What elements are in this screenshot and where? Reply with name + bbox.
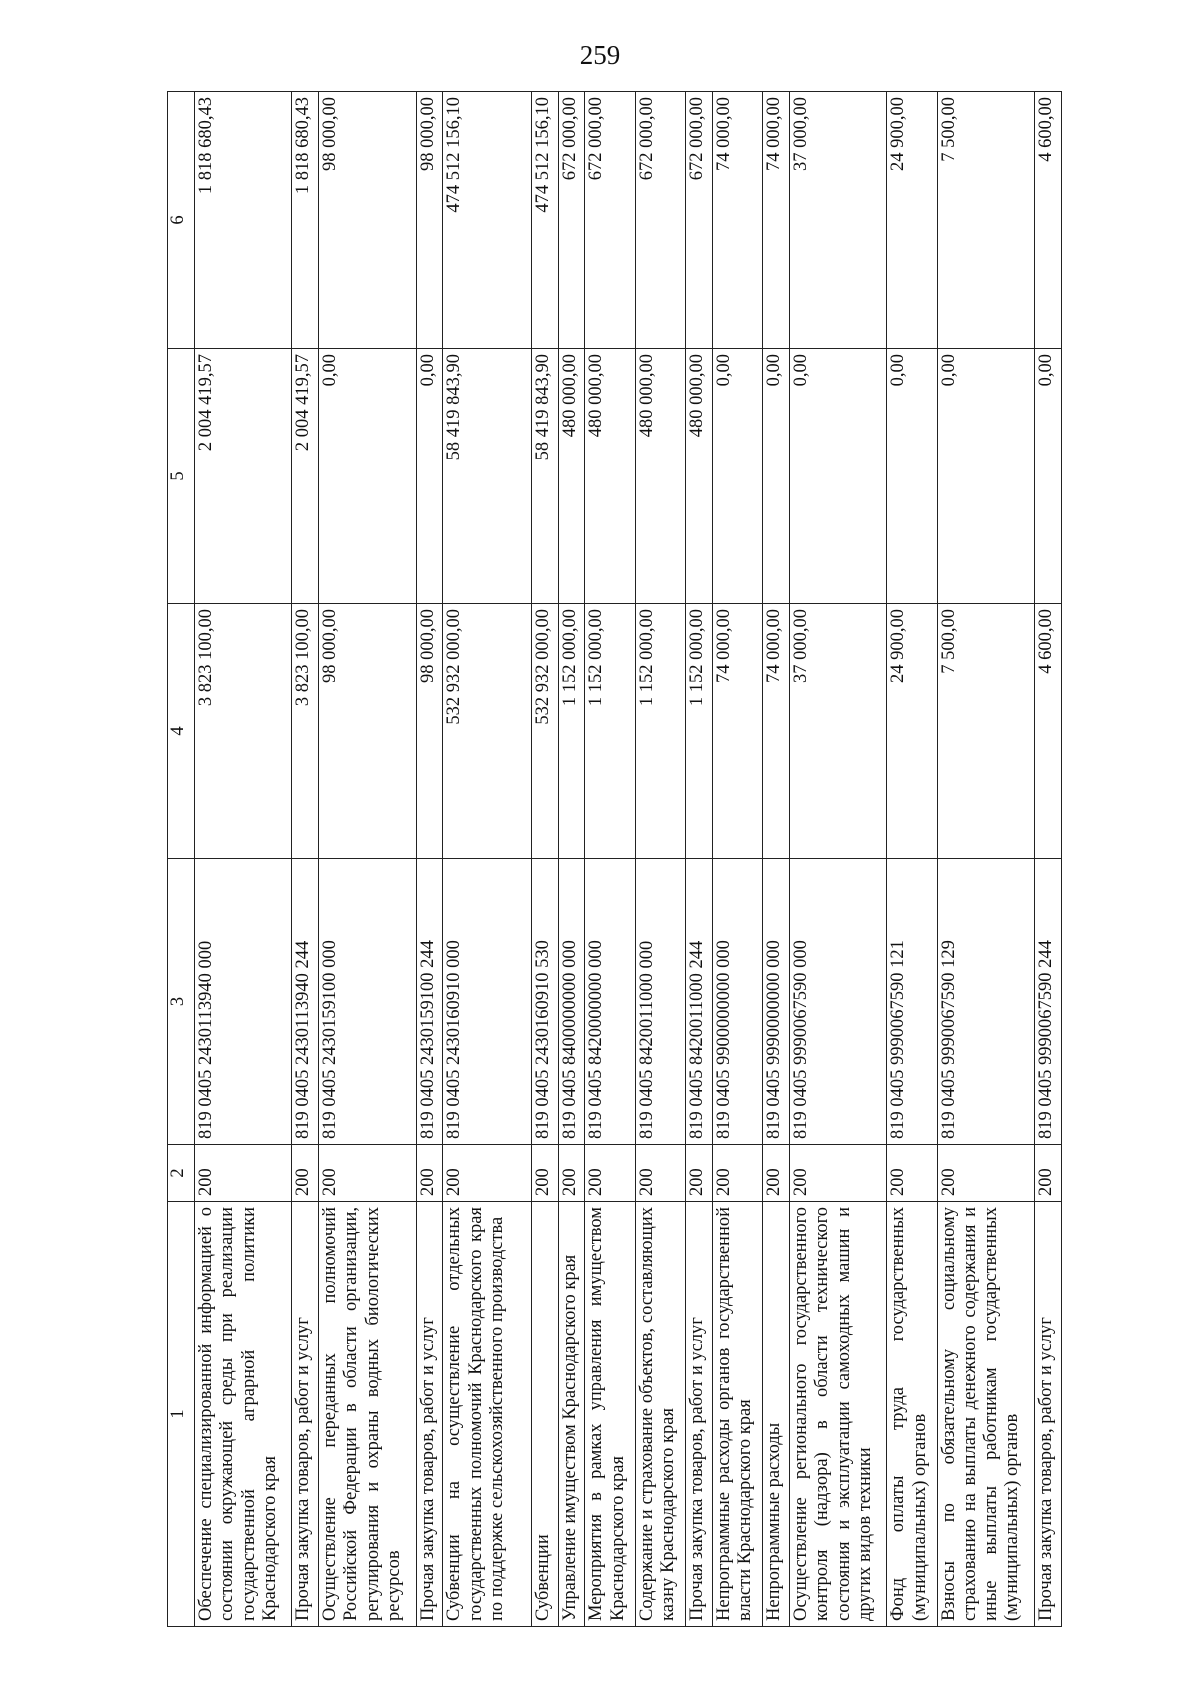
expense-name: Осуществление переданных полномочий Российской Федерации в области организации, регулирования и охраны водных биологических ресурсов <box>319 1202 416 1627</box>
budget-code: 819 0405 2430160910 530 <box>531 859 558 1145</box>
admin-code: 200 <box>887 1145 937 1202</box>
amount-approved: 1 152 000,00 <box>585 604 635 859</box>
amount-approved: 4 600,00 <box>1035 604 1062 859</box>
amount-executed: 0,00 <box>416 349 443 604</box>
header-cell-6: 6 <box>168 92 195 349</box>
expense-name: Непрограммные расходы <box>763 1202 790 1627</box>
amount-remaining: 37 000,00 <box>789 92 886 349</box>
expense-name: Содержание и страхование объектов, составляющих казну Краснодарского края <box>635 1202 685 1627</box>
admin-code: 200 <box>585 1145 635 1202</box>
expense-name: Управление имуществом Краснодарского края <box>558 1202 585 1627</box>
admin-code: 200 <box>531 1145 558 1202</box>
expense-name: Прочая закупка товаров, работ и услуг <box>416 1202 443 1627</box>
admin-code: 200 <box>319 1145 416 1202</box>
page-number: 259 <box>579 40 621 70</box>
amount-remaining: 474 512 156,10 <box>531 92 558 349</box>
admin-code: 200 <box>292 1145 319 1202</box>
table-row <box>416 92 443 1627</box>
budget-code: 819 0405 9990067590 129 <box>937 859 1034 1145</box>
table-row <box>319 92 416 1627</box>
budget-code: 819 0405 8420011000 244 <box>686 859 713 1145</box>
amount-approved: 532 932 000,00 <box>531 604 558 859</box>
table-row <box>887 92 937 1627</box>
admin-code: 200 <box>712 1145 762 1202</box>
expense-name: Фонд оплаты труда государственных (муниципальных) органов <box>887 1202 937 1627</box>
amount-approved: 7 500,00 <box>937 604 1034 859</box>
amount-remaining: 1 818 680,43 <box>292 92 319 349</box>
table-row <box>789 92 886 1627</box>
amount-remaining: 24 900,00 <box>887 92 937 349</box>
budget-code: 819 0405 9990067590 244 <box>1035 859 1062 1145</box>
amount-approved: 1 152 000,00 <box>558 604 585 859</box>
amount-remaining: 672 000,00 <box>686 92 713 349</box>
table-row <box>763 92 790 1627</box>
table-row <box>635 92 685 1627</box>
amount-executed: 480 000,00 <box>558 349 585 604</box>
table-row <box>531 92 558 1627</box>
expense-name: Осуществление регионального государственного контроля (надзора) в области технического состояния и эксплуатации самоходных машин и других видов техники <box>789 1202 886 1627</box>
budget-table-rotated <box>167 92 1062 1627</box>
expense-name: Прочая закупка товаров, работ и услуг <box>686 1202 713 1627</box>
amount-remaining: 98 000,00 <box>319 92 416 349</box>
amount-approved: 1 152 000,00 <box>686 604 713 859</box>
budget-code: 819 0405 9900000000 000 <box>712 859 762 1145</box>
amount-remaining: 74 000,00 <box>712 92 762 349</box>
table-row <box>443 92 531 1627</box>
amount-executed: 0,00 <box>712 349 762 604</box>
expense-name: Прочая закупка товаров, работ и услуг <box>292 1202 319 1627</box>
amount-executed: 58 419 843,90 <box>443 349 531 604</box>
amount-remaining: 1 818 680,43 <box>195 92 292 349</box>
table-row <box>195 92 292 1627</box>
table-row <box>1035 92 1062 1627</box>
expense-name: Субвенции <box>531 1202 558 1627</box>
budget-code: 819 0405 2430113940 000 <box>195 859 292 1145</box>
amount-approved: 98 000,00 <box>319 604 416 859</box>
budget-code: 819 0405 2430113940 244 <box>292 859 319 1145</box>
amount-remaining: 4 600,00 <box>1035 92 1062 349</box>
table-row <box>292 92 319 1627</box>
budget-code: 819 0405 2430160910 000 <box>443 859 531 1145</box>
amount-executed: 480 000,00 <box>635 349 685 604</box>
header-row <box>168 92 195 1627</box>
expense-name: Прочая закупка товаров, работ и услуг <box>1035 1202 1062 1627</box>
expense-name: Мероприятия в рамках управления имуществом Краснодарского края <box>585 1202 635 1627</box>
amount-approved: 3 823 100,00 <box>292 604 319 859</box>
amount-executed: 0,00 <box>1035 349 1062 604</box>
amount-approved: 1 152 000,00 <box>635 604 685 859</box>
header-cell-4: 4 <box>168 604 195 859</box>
amount-executed: 0,00 <box>887 349 937 604</box>
amount-remaining: 74 000,00 <box>763 92 790 349</box>
amount-executed: 480 000,00 <box>686 349 713 604</box>
amount-executed: 0,00 <box>789 349 886 604</box>
expense-name: Обеспечение специализированной информацией о состоянии окружающей среды при реализации государственной аграрной политики Краснодарского края <box>195 1202 292 1627</box>
expense-name: Непрограммные расходы органов государственной власти Краснодарского края <box>712 1202 762 1627</box>
amount-executed: 480 000,00 <box>585 349 635 604</box>
amount-remaining: 672 000,00 <box>635 92 685 349</box>
budget-code: 819 0405 8420000000 000 <box>585 859 635 1145</box>
amount-executed: 2 004 419,57 <box>292 349 319 604</box>
admin-code: 200 <box>558 1145 585 1202</box>
table-row <box>585 92 635 1627</box>
admin-code: 200 <box>635 1145 685 1202</box>
budget-code: 819 0405 2430159100 244 <box>416 859 443 1145</box>
amount-approved: 532 932 000,00 <box>443 604 531 859</box>
table-row <box>712 92 762 1627</box>
admin-code: 200 <box>416 1145 443 1202</box>
budget-code: 819 0405 9990067590 121 <box>887 859 937 1145</box>
header-cell-1: 1 <box>168 1202 195 1627</box>
admin-code: 200 <box>763 1145 790 1202</box>
admin-code: 200 <box>1035 1145 1062 1202</box>
table-row <box>937 92 1034 1627</box>
admin-code: 200 <box>789 1145 886 1202</box>
amount-approved: 98 000,00 <box>416 604 443 859</box>
amount-remaining: 672 000,00 <box>558 92 585 349</box>
table-row <box>686 92 713 1627</box>
admin-code: 200 <box>195 1145 292 1202</box>
admin-code: 200 <box>443 1145 531 1202</box>
header-cell-3: 3 <box>168 859 195 1145</box>
amount-remaining: 7 500,00 <box>937 92 1034 349</box>
amount-remaining: 474 512 156,10 <box>443 92 531 349</box>
admin-code: 200 <box>686 1145 713 1202</box>
amount-remaining: 98 000,00 <box>416 92 443 349</box>
amount-remaining: 672 000,00 <box>585 92 635 349</box>
header-cell-2: 2 <box>168 1145 195 1202</box>
amount-approved: 24 900,00 <box>887 604 937 859</box>
amount-approved: 74 000,00 <box>763 604 790 859</box>
expense-name: Взносы по обязательному социальному страхованию на выплаты денежного содержания и иные выплаты работникам государственных (муниципальных) органов <box>937 1202 1034 1627</box>
budget-code: 819 0405 8420011000 000 <box>635 859 685 1145</box>
budget-code: 819 0405 9990000000 000 <box>763 859 790 1145</box>
amount-executed: 58 419 843,90 <box>531 349 558 604</box>
expense-name: Субвенции на осуществление отдельных государственных полномочий Краснодарского края по поддержке сельскохозяйственного производства <box>443 1202 531 1627</box>
header-cell-5: 5 <box>168 349 195 604</box>
budget-table <box>167 91 1062 1627</box>
amount-executed: 0,00 <box>763 349 790 604</box>
amount-approved: 37 000,00 <box>789 604 886 859</box>
budget-code: 819 0405 2430159100 000 <box>319 859 416 1145</box>
amount-executed: 2 004 419,57 <box>195 349 292 604</box>
budget-code: 819 0405 8400000000 000 <box>558 859 585 1145</box>
amount-approved: 74 000,00 <box>712 604 762 859</box>
amount-approved: 3 823 100,00 <box>195 604 292 859</box>
budget-table-wrapper <box>167 92 1062 1627</box>
amount-executed: 0,00 <box>937 349 1034 604</box>
budget-code: 819 0405 9990067590 000 <box>789 859 886 1145</box>
amount-executed: 0,00 <box>319 349 416 604</box>
admin-code: 200 <box>937 1145 1034 1202</box>
table-row <box>558 92 585 1627</box>
